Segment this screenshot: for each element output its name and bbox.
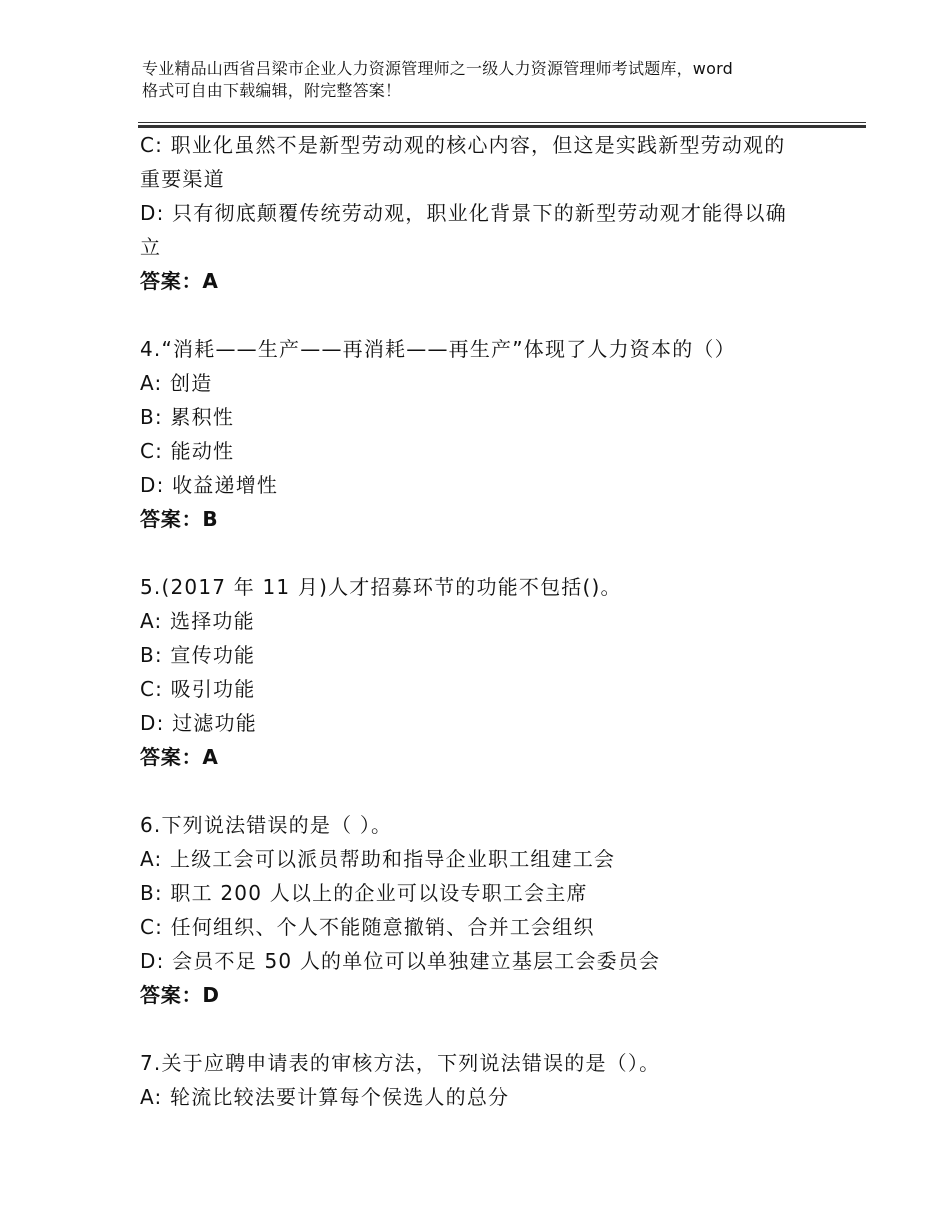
q4-stem: 4.“消耗——生产——再消耗——再生产”体现了人力资本的（） <box>140 337 736 361</box>
q5-option-d: D: 过滤功能 <box>140 711 257 735</box>
q4-option-c: C: 能动性 <box>140 439 235 463</box>
prev-option-d-line-1: D: 只有彻底颠覆传统劳动观，职业化背景下的新型劳动观才能得以确 <box>140 201 787 225</box>
q5-stem: 5.(2017 年 11 月)人才招募环节的功能不包括()。 <box>140 575 622 599</box>
q5-option-a: A: 选择功能 <box>140 609 255 633</box>
q7-option-a: A: 轮流比较法要计算每个侯选人的总分 <box>140 1085 510 1109</box>
q6-stem: 6.下列说法错误的是（ ）。 <box>140 813 393 837</box>
header-divider-thin <box>138 122 866 123</box>
prev-option-d-line-2: 立 <box>140 235 162 259</box>
prev-answer: 答案：A <box>140 269 219 293</box>
q5-option-c: C: 吸引功能 <box>140 677 256 701</box>
q6-answer: 答案：D <box>140 983 220 1007</box>
q6-option-d: D: 会员不足 50 人的单位可以单独建立基层工会委员会 <box>140 949 661 973</box>
q4-answer: 答案：B <box>140 507 219 531</box>
q4-option-d: D: 收益递增性 <box>140 473 279 497</box>
q4-option-a: A: 创造 <box>140 371 213 395</box>
q5-answer: 答案：A <box>140 745 219 769</box>
q5-option-b: B: 宣传功能 <box>140 643 256 667</box>
document-header <box>142 58 842 102</box>
header-title-line-1: 专业精品山西省吕梁市企业人力资源管理师之一级人力资源管理师考试题库，word <box>142 59 733 78</box>
q6-option-c: C: 任何组织、个人不能随意撤销、合并工会组织 <box>140 915 595 939</box>
q6-option-a: A: 上级工会可以派员帮助和指导企业职工组建工会 <box>140 847 616 871</box>
header-title-line-2: 格式可自由下载编辑，附完整答案！ <box>142 81 402 100</box>
q6-option-b: B: 职工 200 人以上的企业可以设专职工会主席 <box>140 881 588 905</box>
prev-option-c-line-1: C: 职业化虽然不是新型劳动观的核心内容，但这是实践新型劳动观的 <box>140 133 786 157</box>
q7-stem: 7.关于应聘申请表的审核方法，下列说法错误的是（）。 <box>140 1051 661 1075</box>
q4-option-b: B: 累积性 <box>140 405 235 429</box>
prev-option-c-line-2: 重要渠道 <box>140 167 225 191</box>
